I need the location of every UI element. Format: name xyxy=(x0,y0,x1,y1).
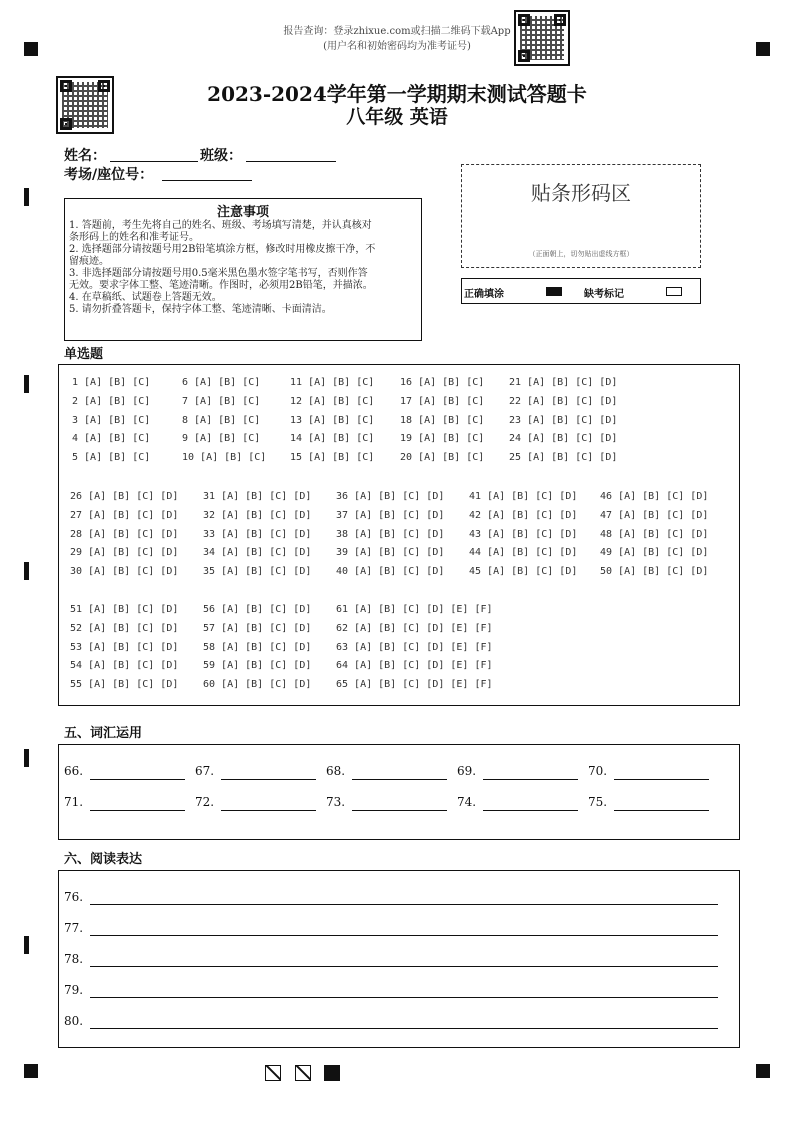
mc-question[interactable]: 55 [A] [B] [C] [D] xyxy=(70,679,179,691)
mc-question[interactable]: 50 [A] [B] [C] [D] xyxy=(600,566,709,578)
mc-question[interactable]: 51 [A] [B] [C] [D] xyxy=(70,604,179,615)
mc-question[interactable]: 22 [A] [B] [C] [D] xyxy=(509,395,618,407)
vocab-number: 73. xyxy=(326,795,346,809)
notice-line: 1. 答题前，考生先将自己的姓名、班级、考场填写清楚，并认真核对 xyxy=(69,220,372,231)
mc-question[interactable]: 39 [A] [B] [C] [D] xyxy=(336,547,445,559)
mc-question[interactable]: 28 [A] [B] [C] [D] xyxy=(70,528,179,540)
notice-line: 留痕迹。 xyxy=(69,256,109,267)
side-mark xyxy=(24,562,29,580)
vocab-answer-line[interactable] xyxy=(90,779,185,780)
mc-question[interactable]: 33 [A] [B] [C] [D] xyxy=(203,528,312,540)
mc-question[interactable]: 26 [A] [B] [C] [D] xyxy=(70,491,179,502)
mc-question[interactable]: 36 [A] [B] [C] [D] xyxy=(336,491,445,502)
class-label: 班级： xyxy=(200,148,242,164)
vocab-box xyxy=(58,744,740,840)
mc-question[interactable]: 29 [A] [B] [C] [D] xyxy=(70,547,179,559)
page-subtitle: 八年级 英语 xyxy=(346,106,448,128)
reading-number: 76. xyxy=(64,890,84,904)
mc-question[interactable]: 20 [A] [B] [C] xyxy=(400,452,485,464)
mc-question[interactable]: 44 [A] [B] [C] [D] xyxy=(469,547,578,559)
vocab-number: 71. xyxy=(64,795,84,809)
reading-number: 77. xyxy=(64,921,84,935)
mc-question[interactable]: 61 [A] [B] [C] [D] [E] [F] xyxy=(336,604,493,615)
mc-question[interactable]: 59 [A] [B] [C] [D] xyxy=(203,660,312,672)
mc-question[interactable]: 16 [A] [B] [C] xyxy=(400,377,485,388)
notice-title: 注意事项 xyxy=(216,205,269,220)
correct-fill-sample xyxy=(546,287,562,296)
mc-question[interactable]: 58 [A] [B] [C] [D] xyxy=(203,641,312,653)
mc-question[interactable]: 57 [A] [B] [C] [D] xyxy=(203,622,312,634)
mc-question[interactable]: 19 [A] [B] [C] xyxy=(400,433,485,445)
mc-question[interactable]: 24 [A] [B] [C] [D] xyxy=(509,433,618,445)
mc-question[interactable]: 40 [A] [B] [C] [D] xyxy=(336,566,445,578)
vocab-answer-line[interactable] xyxy=(483,779,578,780)
reading-number: 78. xyxy=(64,952,84,966)
reading-number: 80. xyxy=(64,1014,84,1028)
mc-question[interactable]: 15 [A] [B] [C] xyxy=(290,452,375,464)
mc-question[interactable]: 52 [A] [B] [C] [D] xyxy=(70,622,179,634)
mc-question[interactable]: 18 [A] [B] [C] xyxy=(400,414,485,426)
mc-question[interactable]: 12 [A] [B] [C] xyxy=(290,395,375,407)
reading-answer-line[interactable] xyxy=(90,935,718,936)
vocab-number: 69. xyxy=(457,764,477,778)
mc-question[interactable]: 3 [A] [B] [C] xyxy=(72,414,151,426)
mc-question[interactable]: 34 [A] [B] [C] [D] xyxy=(203,547,312,559)
mc-question[interactable]: 14 [A] [B] [C] xyxy=(290,433,375,445)
page-title: 2023-2024学年第一学期期末测试答题卡 xyxy=(207,82,587,106)
mc-question[interactable]: 63 [A] [B] [C] [D] [E] [F] xyxy=(336,641,493,653)
mc-question[interactable]: 31 [A] [B] [C] [D] xyxy=(203,491,312,502)
mc-question[interactable]: 2 [A] [B] [C] xyxy=(72,395,151,407)
mc-question[interactable]: 62 [A] [B] [C] [D] [E] [F] xyxy=(336,622,493,634)
mc-question[interactable]: 56 [A] [B] [C] [D] xyxy=(203,604,312,615)
mc-question[interactable]: 25 [A] [B] [C] [D] xyxy=(509,452,618,464)
reading-answer-line[interactable] xyxy=(90,966,718,967)
mc-question[interactable]: 32 [A] [B] [C] [D] xyxy=(203,509,312,521)
notice-line: 5. 请勿折叠答题卡，保持字体工整、笔迹清晰、卡面清洁。 xyxy=(69,304,332,315)
side-mark xyxy=(24,188,29,206)
mc-question[interactable]: 23 [A] [B] [C] [D] xyxy=(509,414,618,426)
notice-line: 3. 非选择题部分请按题号用0.5毫米黑色墨水签字笔书写，否则作答 xyxy=(69,268,368,279)
mc-question[interactable]: 48 [A] [B] [C] [D] xyxy=(600,528,709,540)
notice-line: 2. 选择题部分请按题号用2B铅笔填涂方框，修改时用橡皮擦干净，不 xyxy=(69,244,376,255)
notice-line: 条形码上的姓名和准考证号。 xyxy=(69,232,199,243)
reading-box xyxy=(58,870,740,1048)
barcode-note: （正面朝上，切勿贴出虚线方框） xyxy=(528,250,634,258)
mc-section-label: 单选题 xyxy=(64,347,104,362)
mc-question[interactable]: 7 [A] [B] [C] xyxy=(182,395,261,407)
name-field[interactable] xyxy=(110,161,198,162)
mc-question[interactable]: 45 [A] [B] [C] [D] xyxy=(469,566,578,578)
absent-mark-label: 缺考标记 xyxy=(584,289,624,300)
vocab-number: 72. xyxy=(195,795,215,809)
mc-question[interactable]: 60 [A] [B] [C] [D] xyxy=(203,679,312,691)
bottom-slash-mark xyxy=(295,1065,311,1081)
vocab-answer-line[interactable] xyxy=(352,810,447,811)
side-mark xyxy=(24,749,29,767)
fill-legend xyxy=(461,278,701,304)
report-query-note: 报告查询：登录zhixue.com或扫描二维码下载App xyxy=(283,26,511,37)
mc-question[interactable]: 27 [A] [B] [C] [D] xyxy=(70,509,179,521)
mc-question[interactable]: 42 [A] [B] [C] [D] xyxy=(469,509,578,521)
bottom-filled-mark xyxy=(324,1065,340,1081)
notice-box xyxy=(64,198,422,341)
mc-question[interactable]: 49 [A] [B] [C] [D] xyxy=(600,547,709,559)
vocab-answer-line[interactable] xyxy=(90,810,185,811)
vocab-answer-line[interactable] xyxy=(352,779,447,780)
vocab-number: 74. xyxy=(457,795,477,809)
bottom-slash-mark xyxy=(265,1065,281,1081)
mc-question[interactable]: 4 [A] [B] [C] xyxy=(72,433,151,445)
reading-answer-line[interactable] xyxy=(90,904,718,905)
mc-question[interactable]: 10 [A] [B] [C] xyxy=(182,452,267,464)
vocab-answer-line[interactable] xyxy=(614,810,709,811)
mc-question[interactable]: 54 [A] [B] [C] [D] xyxy=(70,660,179,672)
barcode-area[interactable] xyxy=(461,164,701,268)
side-mark xyxy=(24,936,29,954)
vocab-answer-line[interactable] xyxy=(614,779,709,780)
seat-label: 考场/座位号： xyxy=(64,167,154,183)
barcode-title: 贴条形码区 xyxy=(531,181,631,205)
mc-question[interactable]: 17 [A] [B] [C] xyxy=(400,395,485,407)
mc-question[interactable]: 9 [A] [B] [C] xyxy=(182,433,261,445)
vocab-number: 70. xyxy=(588,764,608,778)
corner-mark-bottom-left xyxy=(24,1064,38,1078)
vocab-number: 67. xyxy=(195,764,215,778)
mc-question[interactable]: 1 [A] [B] [C] xyxy=(72,377,151,388)
mc-question[interactable]: 53 [A] [B] [C] [D] xyxy=(70,641,179,653)
mc-question[interactable]: 43 [A] [B] [C] [D] xyxy=(469,528,578,540)
mc-question[interactable]: 47 [A] [B] [C] [D] xyxy=(600,509,709,521)
mc-question[interactable]: 11 [A] [B] [C] xyxy=(290,377,375,388)
mc-question[interactable]: 46 [A] [B] [C] [D] xyxy=(600,491,709,502)
mc-question[interactable]: 13 [A] [B] [C] xyxy=(290,414,375,426)
mc-question[interactable]: 35 [A] [B] [C] [D] xyxy=(203,566,312,578)
vocab-answer-line[interactable] xyxy=(483,810,578,811)
reading-section-label: 六、阅读表达 xyxy=(64,852,143,867)
credentials-note: (用户名和初始密码均为准考证号) xyxy=(323,41,471,52)
notice-line: 4. 在草稿纸、试题卷上答题无效。 xyxy=(69,292,222,303)
mc-question[interactable]: 64 [A] [B] [C] [D] [E] [F] xyxy=(336,660,493,672)
mc-question[interactable]: 37 [A] [B] [C] [D] xyxy=(336,509,445,521)
mc-question[interactable]: 8 [A] [B] [C] xyxy=(182,414,261,426)
vocab-number: 68. xyxy=(326,764,346,778)
mc-question[interactable]: 65 [A] [B] [C] [D] [E] [F] xyxy=(336,679,493,691)
seat-field[interactable] xyxy=(162,180,252,181)
vocab-answer-line[interactable] xyxy=(221,779,316,780)
name-label: 姓名： xyxy=(64,148,106,164)
mc-question[interactable]: 21 [A] [B] [C] [D] xyxy=(509,377,618,388)
mc-question[interactable]: 30 [A] [B] [C] [D] xyxy=(70,566,179,578)
reading-answer-line[interactable] xyxy=(90,1028,718,1029)
vocab-number: 75. xyxy=(588,795,608,809)
class-field[interactable] xyxy=(246,161,336,162)
mc-question[interactable]: 38 [A] [B] [C] [D] xyxy=(336,528,445,540)
reading-answer-line[interactable] xyxy=(90,997,718,998)
mc-question[interactable]: 5 [A] [B] [C] xyxy=(72,452,151,464)
notice-line: 无效。要求字体工整、笔迹清晰。作图时，必须用2B铅笔，并描浓。 xyxy=(69,280,373,291)
mc-question[interactable]: 41 [A] [B] [C] [D] xyxy=(469,491,578,502)
correct-fill-label: 正确填涂 xyxy=(464,289,504,300)
side-mark xyxy=(24,375,29,393)
reading-number: 79. xyxy=(64,983,84,997)
vocab-number: 66. xyxy=(64,764,84,778)
vocab-answer-line[interactable] xyxy=(221,810,316,811)
notice-lines xyxy=(69,220,417,316)
corner-mark-bottom-right xyxy=(756,1064,770,1078)
mc-question[interactable]: 6 [A] [B] [C] xyxy=(182,377,261,388)
absent-mark-box[interactable] xyxy=(666,287,682,296)
vocab-section-label: 五、词汇运用 xyxy=(64,726,143,741)
